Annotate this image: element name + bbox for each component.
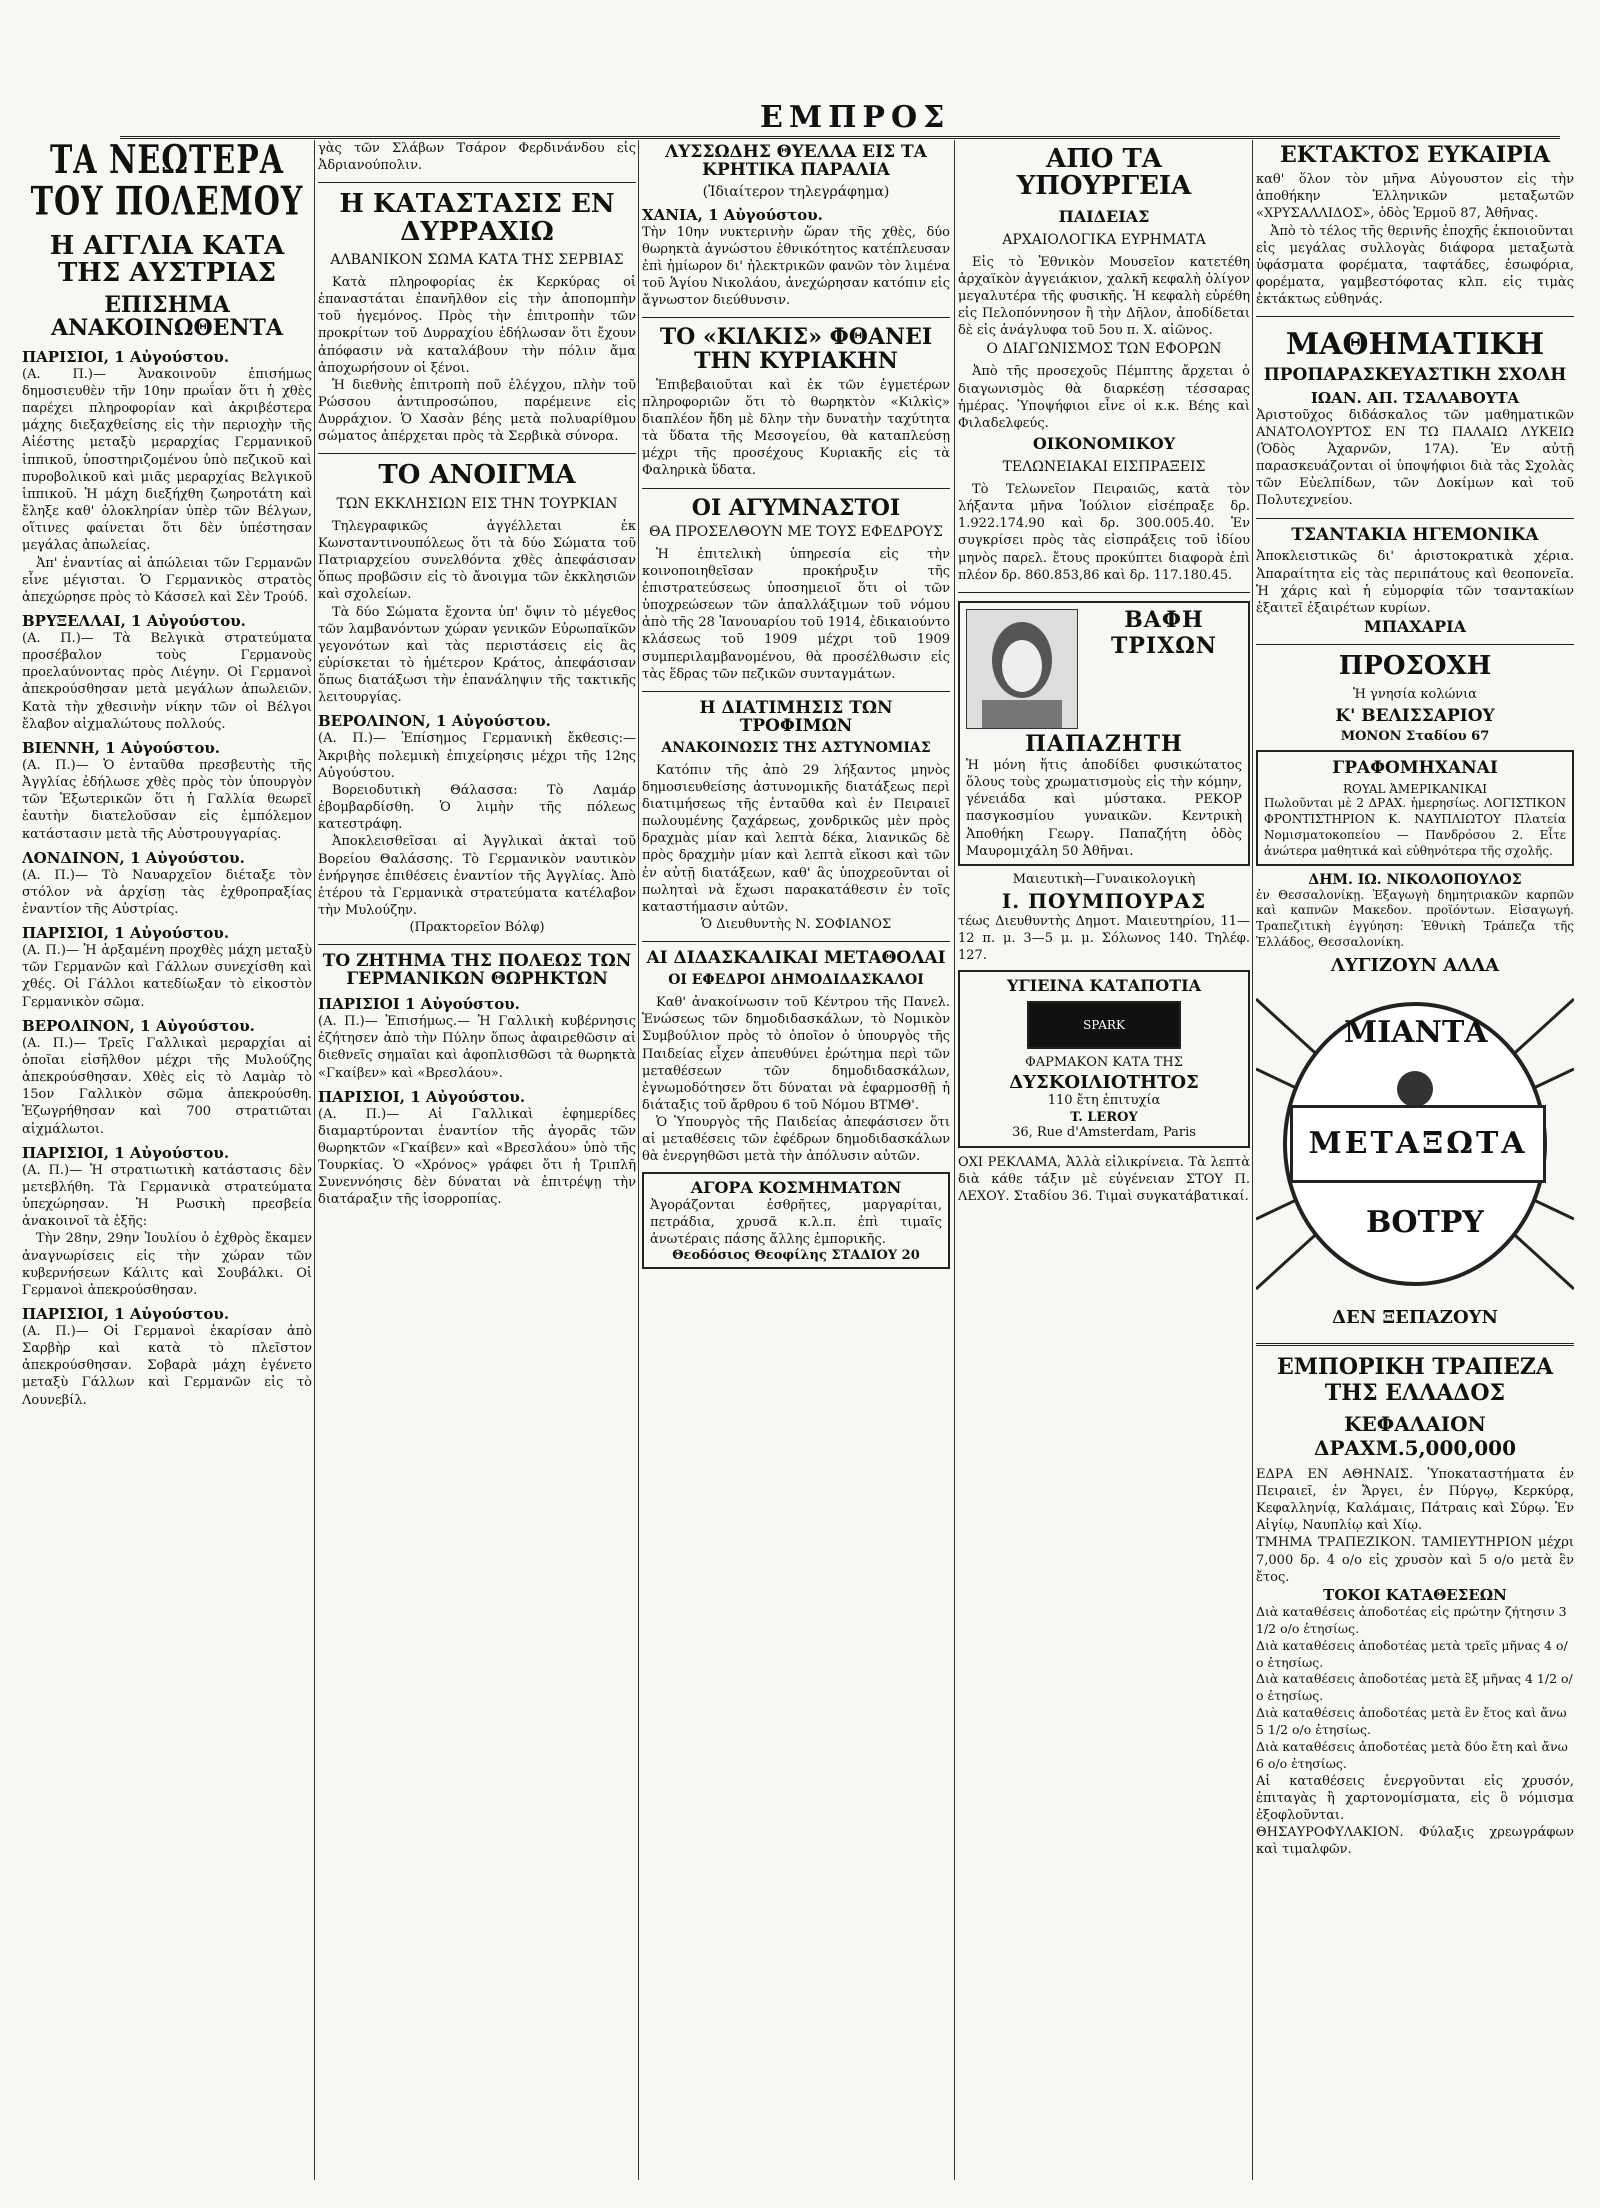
column-4: [958, 140, 1250, 2180]
dateline: ΛΟΝΔΙΝΟΝ, 1 Αὐγούστου.: [22, 848, 245, 867]
ad-word: ΒΟΤΡΥ: [1366, 1204, 1484, 1240]
dateline: ΒΙΕΝΝΗ, 1 Αὐγούστου.: [22, 738, 220, 757]
headline-bags: ΤΣΑΝΤΑΚΙΑ ΗΓΕΜΟΝΙΚΑ: [1291, 524, 1539, 545]
dateline: ΠΑΡΙΣΙΟΙ, 1 Αὐγούστου.: [22, 347, 230, 366]
article-text: (Α. Π.)— Τὰ Βελγικὰ στρατεύματα προσέβαλον τοὺς Γερμανοὺς προελαύνοντας πρὸς Λιέγην. Οἱ Γερμανοὶ ἀπεκρούσθησαν μετὰ μεγάλων ἀπωλειῶν. Κατὰ τὴν χθεσινὴν νίκην τῶν οἱ Βέλγοι ἔλαβον αἰχμαλώτους πολλούς.: [22, 630, 312, 732]
dateline: ΧΑΝΙΑ, 1 Αὐγούστου.: [642, 205, 823, 224]
portrait-illustration: [966, 609, 1078, 729]
divider: [1256, 316, 1574, 317]
article-text: Εἰς τὸ Ἐθνικὸν Μουσεῖον κατετέθη ἀρχαϊκὸν ἀγγειάκιον, χαλκῆ κεφαλὴ ὀλίγον μεγαλυτέρα τῆς φυσικῆς. Ἡ κεφαλὴ εὑρέθη εἰς Πελοπόννησον ἢ τὴν Δῆλον, ἀποδίδεται δὲ εἰς ἀνάγλυφα τοῦ 5ου π. Χ. αἰῶνος.: [958, 254, 1250, 339]
headline-kilkis: ΤΟ «ΚΙΛΚΙΣ» ΦΘΑΝΕΙ ΤΗΝ ΚΥΡΙΑΚΗΝ: [659, 324, 933, 374]
list-item: Διὰ καταθέσεις ἀποδοτέας μετὰ ἓξ μῆνας 4 1/2 ο/ο ἐτησίως.: [1256, 1671, 1573, 1704]
article-text: Κατόπιν τῆς ἀπὸ 29 λήξαντος μηνὸς δημοσιευθείσης ἀστυνομικῆς διατάξεως περὶ διατιμήσεως τῆς ἐνταῦθα καὶ ἐν Πειραιεῖ πωλουμένης ζαχάρεως, χονδρικῶς μὲν πρὸς δραχμὰς μίαν καὶ λεπτὰ δέκα, λιανικῶς δὲ πρὸς δραχμὴν μίαν καὶ λεπτὰ εἴκοσι καὶ τῶν ἐν αὐτῇ διατάξεων, καθ' ἃς ὑποχρεοῦνται οἱ πωληταὶ νὰ ἔχωσι παρακατάθεσιν ἐν τοῖς καταστήμασιν αὐτῶν.: [642, 762, 950, 915]
ad-title: ΒΑΦΗ ΤΡΙΧΩΝ ΠΑΠΑΖΗΤΗ: [1025, 606, 1217, 757]
column-2: [318, 140, 636, 2180]
dateline: ΠΑΡΙΣΙΟΙ 1 Αὐγούστου.: [318, 995, 520, 1014]
list-item: Διὰ καταθέσεις ἀποδοτέας μετὰ δύο ἔτη καὶ ἄνω 6 ο/ο ἐτησίως.: [1256, 1738, 1568, 1771]
headline-teachers: ΑΙ ΔΙΔΑΣΚΑΛΙΚΑΙ ΜΕΤΑΘΟΛΑΙ: [646, 948, 946, 969]
ad-title: Κ' ΒΕΛΙΣΣΑΡΙΟΥ: [1335, 705, 1495, 726]
article-text: (Α. Π.)— Ἡ ἀρξαμένη προχθὲς μάχη μεταξὺ τῶν Γερμανῶν καὶ Γάλλων συνεχίσθη καὶ χθές. Οἱ Γάλλοι κατεδίωξαν τὸ εἰκοστὸν Γερμανικὸν σῶμα.: [22, 943, 312, 1010]
ad-text: ΟΧΙ ΡΕΚΛΑΜΑ, Ἀλλὰ εἰλικρίνεια. Τὰ λεπτὰ διὰ κάθε τάξιν μὲ εὐγένειαν ΣΤΟΥ Π. ΛΕΧΟΥ. Σταδίου 36. Τιμαὶ συγκατάβατικαί.: [958, 1154, 1250, 1205]
column-1: [22, 140, 312, 2180]
ad-text: Ἡ γνησία κολώνια: [1353, 687, 1477, 703]
headline-attention: ΠΡΟΣΟΧΗ: [1338, 651, 1492, 682]
ad-text: ἐν Θεσσαλονίκῃ. Ἐξαγωγὴ δημητριακῶν καρπῶν καὶ καπνῶν Μακεδον. προϊόντων. Εἰσαγωγή. Τραπεζιτικὴ ἐγγύηση: Ἐθνικὴ Τράπεζα τῆς Ἑλλάδος, Θεσσαλονίκη.: [1256, 887, 1574, 950]
bank-text: ΕΔΡΑ ΕΝ ΑΘΗΝΑΙΣ. Ὑποκαταστήματα ἐν Πειραιεῖ, ἐν Ἄργει, ἐν Πύργῳ, Κερκύρᾳ, Κεφαλληνίᾳ, Καλάμαις, Πάτραις καὶ Σύρῳ. Ἐν Αἰγίῳ, Ναυπλίῳ καὶ Χίῳ.: [1256, 1466, 1574, 1534]
ad-title: ΔΥΣΚΟΙΛΙΟΤΗΤΟΣ: [1009, 1072, 1199, 1094]
ad-text: ΜΠΑΧΑΡΙΑ: [1364, 617, 1466, 637]
hair-dye-ad: [958, 601, 1250, 866]
subheadline: ΠΑΙΔΕΙΑΣ: [1058, 206, 1150, 226]
article-text: (Α. Π.)— Ὁ ἐνταῦθα πρεσβευτὴς τῆς Ἀγγλίας ἐδήλωσε χθὲς πρὸς τὸν ὑπουργὸν τῶν Ἐξωτερικῶν ὅτι ἡ Γαλλία θεωρεῖ ἑαυτὴν διατελοῦσαν εἰς ἐμπόλεμον κατάστασιν μετὰ τῆς Αὐστρουγγαρίας.: [22, 757, 312, 842]
divider: [1256, 518, 1574, 519]
ad-text: ΦΑΡΜΑΚΟΝ ΚΑΤΑ ΤΗΣ: [1025, 1055, 1183, 1071]
headline-warships: ΤΟ ΖΗΤΗΜΑ ΤΗΣ ΠΟΛΕΩΣ ΤΩΝ ΓΕΡΜΑΝΙΚΩΝ ΘΩΡΗΚΤΩΝ: [322, 951, 632, 990]
bank-title: ΕΜΠΟΡΙΚΗ ΤΡΑΠΕΖΑ ΤΗΣ ΕΛΛΑΔΟΣ: [1276, 1353, 1554, 1406]
divider: [642, 488, 950, 489]
article-text: Ἡ διεθνὴς ἐπιτροπὴ ποῦ ἐλέγχου, πλὴν τοῦ Ρώσσου ἀντιπροσώπου, παρέμεινε εἰς Δυρράχιον. Ὁ Χασὰν βέης μετὰ πολυαρίθμου σώματος ἀπέρχεται πρὸς τὰ Σερβικὰ σύνορα.: [318, 377, 636, 445]
headline-durazzo: Η ΚΑΤΑΣΤΑΣΙΣ ΕΝ ΔΥΡΡΑΧΙΩ: [339, 189, 615, 247]
article-text: Τηλεγραφικῶς ἀγγέλλεται ἐκ Κωνσταντινουπόλεως ὅτι τὰ δύο Σώματα τοῦ Πατριαρχείου συνελθόντα χθὲς ἀπεφάσισαν ὅπως προβῶσιν εἰς τὸ ἄνοιγμα τῶν ἐκκλησιῶν καὶ σχολείων.: [318, 518, 636, 603]
article-text: Τὴν 10ην νυκτερινὴν ὥραν τῆς χθὲς, δύο θωρηκτὰ ἀγνώστου ἐθνικότητος κατέπλευσαν ἐπὶ ἡμίωρον δι' ἠλεκτρικῶν φανῶν τὸν λιμένα τοῦ Ἁγίου Νικολάου, ἀνεχώρησαν κατόπιν εἰς ἄγνωστον διεύθυνσιν.: [642, 224, 950, 309]
subheadline: ΘΑ ΠΡΟΣΕΛΘΟΥΝ ΜΕ ΤΟΥΣ ΕΦΕΔΡΟΥΣ: [649, 523, 943, 540]
ad-text: ROYAL ἈΜΕΡΙΚΑΝΙΚΑΙ: [1342, 782, 1488, 797]
interest-rates-list: [1256, 1604, 1574, 1773]
pills-ad: [958, 970, 1250, 1148]
article-text: (Α. Π.)— Οἱ Γερμανοὶ ἐκαρίσαν ἀπὸ Σαρβὴρ καὶ κατὰ τὸ πλεῖστον ἀπεκρούσθησαν. Σοβαρὰ μάχη ἐγένετο μεταξὺ Γάλλων καὶ Γερμανῶν εἰς τὸ Λουνεβίλ.: [22, 1323, 312, 1408]
headline-war-news: ΤΑ ΝΕΩΤΕΡΑ ΤΟΥ ΠΟΛΕΜΟΥ: [30, 140, 304, 225]
signature: Ὁ Διευθυντὴς Ν. ΣΟΦΙΑΝΟΣ: [700, 917, 892, 933]
headline-ministries: ΑΠΟ ΤΑ ΥΠΟΥΡΓΕΙΑ: [1016, 144, 1192, 202]
headline-opening: ΤΟ ΑΝΟΙΓΜΑ: [378, 460, 576, 491]
divider: [642, 317, 950, 318]
subheadline: ΑΡΧΑΙΟΛΟΓΙΚΑ ΕΥΡΗΜΑΤΑ: [1002, 231, 1206, 248]
bank-text: ΤΜΗΜΑ ΤΡΑΠΕΖΙΚΟΝ. ΤΑΜΙΕΥΤΗΡΙΟΝ μέχρι 7,000 δρ. 4 ο/ο εἰς χρυσὸν καὶ 5 ο/ο μετὰ ἓν ἔτος.: [1256, 1535, 1574, 1585]
ad-title: ΥΓΙΕΙΝΑ ΚΑΤΑΠΟΤΙΑ: [1006, 976, 1202, 996]
ad-title: ΑΓΟΡΑ ΚΟΣΜΗΜΑΤΩΝ: [690, 1177, 902, 1197]
divider: [642, 941, 950, 942]
ad-footer: Θεοδόσιος Θεοφίλης ΣΤΑΔΙΟΥ 20: [672, 1248, 920, 1264]
article-text: Τὴν 28ην, 29ην Ἰουλίου ὁ ἐχθρὸς ἔκαμεν ἀναγνωρίσεις εἰς τὴν χώραν τῶν κυβερνήσεων Κάλιτς καὶ Σουβάλκι. Οἱ Γερμανοὶ ἀπεκρούσθησαν.: [22, 1231, 312, 1298]
bank-text: Αἱ καταθέσεις ἐνεργοῦνται εἰς χρυσόν, ἐπιταγὰς ἢ χαρτονομίσματα, εἰς ὃ νόμισμα ἐξοφλοῦνται.: [1256, 1773, 1574, 1824]
article-text: (Α. Π.)— Τρεῖς Γαλλικαὶ μεραρχίαι αἱ ὁποῖαι εἰσῆλθον μέχρι τῆς Μυλούζης ἀπεκρούσθησαν. Χθὲς εἰς τὸ Λαμὰρ τὸ 15ον Γαλλικὸν σῶμα ἀπεκρούσθη. Ἐζωγρήθησαν καὶ 700 στρατιῶται αἰχμάλωτοι.: [22, 1035, 312, 1137]
headline-opportunity: ΕΚΤΑΚΤΟΣ ΕΥΚΑΙΡΙΑ: [1279, 142, 1551, 168]
headline-storm: ΛΥΣΣΩΔΗΣ ΘΥΕΛΛΑ ΕΙΣ ΤΑ ΚΡΗΤΙΚΑ ΠΑΡΑΛΙΑ: [665, 142, 927, 180]
subheadline: Ο ΔΙΑΓΩΝΙΣΜΟΣ ΤΩΝ ΕΦΟΡΩΝ: [986, 341, 1222, 358]
ad-text: Ἀποκλειστικῶς δι' ἀριστοκρατικὰ χέρια. Ἀπαραίτητα εἰς τὰς περιπάτους καὶ θεοπονεῖα. Ἡ χάρις καὶ ἡ εὐμορφία τῶν τσαντακίων ἐξαιτεῖ ἐξαιρέτων κυρίων.: [1256, 549, 1574, 616]
dateline: ΠΑΡΙΣΙΟΙ, 1 Αὐγούστου.: [22, 1143, 230, 1162]
article-text: Ἀπὸ τῆς προσεχοῦς Πέμπτης ἄρχεται ὁ διαγωνισμὸς θὰ διαρκέσῃ τέσσαρας ἡμέρας. Ὑποψήφιοι εἶνε οἱ κ.κ. Βέης καὶ Φιλαδελφεύς.: [958, 364, 1250, 431]
ad-subtitle: Μαιευτικὴ—Γυναικολογικὴ: [1012, 871, 1196, 887]
subheadline: ΟΙΚΟΝΟΜΙΚΟΥ: [1032, 434, 1176, 453]
newspaper-title: ΕΜΠΡΟΣ: [760, 100, 951, 135]
article-text: Ἐπιβεβαιοῦται καὶ ἐκ τῶν ἐγμετέρων πληροφοριῶν ὅτι τὸ θωρηκτὸν «Κιλκὶς» διαπλέον ἤδη μὲ δλην τὴν δυνατὴν ταχύτητα τὰ ὕδατα τῆς Μεσογείου, θὰ καταπλεύσῃ μέχρι τῆς προσέχους Κυριακῆς εἰς τὰ Φαληρικὰ ὕδατα.: [642, 377, 950, 479]
divider: [318, 182, 636, 183]
article-text: (Α. Π.)— Ἐπισήμως.— Ἡ Γαλλικὴ κυβέρνησις ἐζήτησεν ἀπὸ τὴν Πύλην ὅπως ἀφαιρεθῶσιν αἱ διεθνεῖς σημαῖαι καὶ ἀφοπλισθῶσι τὰ θωρηκτὰ «Γκαίβεν» καὶ «Βρεσλάου».: [318, 1014, 636, 1081]
bank-capital: ΚΕΦΑΛΑΙΟΝ ΔΡΑΧΜ.5,000,000: [1313, 1411, 1517, 1460]
subheadline: ΠΡΟΠΑΡΑΣΚΕΥΑΣΤΙΚΗ ΣΧΟΛΗ: [1263, 364, 1567, 385]
article-text: Ἀποκλεισθεῖσαι αἱ Ἀγγλικαὶ ἀκταὶ τοῦ Βορείου Θαλάσσης. Τὸ Γερμανικὸν ναυτικὸν ἐνήργησε ἐπιθέσεις ἐναντίον τῆς Ἀγγλίας. Ἀπὸ ἑτέρου τὰ Γερμανικὰ στρατεύματα κατέλαβον τὴν Μυλούζην.: [318, 834, 636, 919]
ad-title: ΔΗΜ. ΙΩ. ΝΙΚΟΛΟΠΟΥΛΟΣ: [1308, 871, 1522, 888]
dateline: ΒΡΥΞΕΛΛΑΙ, 1 Αὐγούστου.: [22, 611, 246, 630]
ad-word: ΜΙΑΝΤΑ: [1344, 1014, 1488, 1050]
ad-text: T. LEROY: [1070, 1110, 1138, 1126]
article-text: (Α. Π.)— Ἡ στρατιωτικὴ κατάστασις δὲν μετεβλήθη. Τὰ Γερμανικὰ στρατεύματα ὑπεχώρησαν. Ἡ Ρωσικὴ πρεσβεία ἀνακοινοῖ τὰ ἑξῆς:: [22, 1162, 312, 1230]
dateline: ΠΑΡΙΣΙΟΙ, 1 Αὐγούστου.: [22, 1304, 230, 1323]
article-text: Τὰ δύο Σώματα ἔχοντα ὑπ' ὄψιν τὸ μέγεθος τῶν λαμβανόντων χώραν γενικῶν Εὐρωπαϊκῶν γεγονότων καὶ τὰς περιστάσεις εἰς ἃς εὑρίσκεται τὸ ἡμέτερον Κράτος, ἀπεφάσισαν ὅπως διατάξωσι τὴν ἐπανάληψιν τῆς τακτικῆς λειτουργίας.: [318, 604, 636, 706]
divider: [642, 691, 950, 692]
ad-text: Ἀπὸ τὸ τέλος τῆς θερινῆς ἐποχῆς ἐκποιοῦνται εἰς μεγάλας συλλογὰς διάφορα μεταξωτὰ ὑφάσματα φορέματα, ταφτάδες, ἐσωφόρια, φορέματα, γαμβεστόφοτας κλπ. εἰς τιμὰς ἐκτάκτως εὐθηνάς.: [1256, 223, 1574, 308]
agency-note: (Πρακτορεῖον Βόλφ): [409, 920, 545, 936]
article-text: γὰς τῶν Σλάβων Τσάρον Φερδινάνδου εἰς Ἀδριανούπολιν.: [318, 141, 636, 174]
article-text: Καθ' ἀνακοίνωσιν τοῦ Κέντρου τῆς Πανελ. Ἑνώσεως τῶν δημοδιδασκάλων, τὸ Νομικὸν Συμβούλιον πρὸς τὸ ὁποῖον ὁ ὑπουργὸς τῆς Παιδείας εἶχεν ἀπευθύνει ἐρώτημα περὶ τῶν μεταθέσεων τῶν δημοδιδασκάλων, ἐγνωμοδότησεν ὅτι δύναται νὰ ἐφαρμοσθῇ ἡ διάταξις τοῦ ἄρθρου 6 τοῦ Νόμου ΒΤΜΘ'.: [642, 995, 950, 1113]
headline-untrained: ΟΙ ΑΓΥΜΝΑΣΤΟΙ: [691, 494, 901, 521]
article-text: Βορειοδυτικὴ Θάλασσα: Τὸ Λαμάρ ἐβομβαρδίσθη. Ὁ λιμὴν τῆς πόλεως κατεστράφη.: [318, 782, 636, 833]
divider: [318, 453, 636, 454]
subheadline: ΑΝΑΚΟΙΝΩΣΙΣ ΤΗΣ ΑΣΤΥΝΟΜΙΑΣ: [661, 739, 931, 756]
subhead-official: ΕΠΙΣΗΜΑ ΑΝΑΚΟΙΝΩΘΕΝΤΑ: [51, 291, 283, 341]
subheadline: ΑΛΒΑΝΙΚΟΝ ΣΩΜΑ ΚΑΤΑ ΤΗΣ ΣΕΡΒΙΑΣ: [330, 251, 624, 268]
article-text: (Α. Π.)— Ἀνακοινοῦν ἐπισήμως δημοσιευθὲν τῆν 10ην πρωΐαν ὅτι ἡ χθὲς παρέχει πληροφορίαν καὶ ἀκριβέστερα μάχης διεξαχθείσης εἰς τὴν περιοχὴν τῆς Αἰέστης μεταξὺ μεραρχίας Γερμανικοῦ ἱππικοῦ, ὑποστηριζομένου ὑπὸ πεζικοῦ καὶ πυροβολικοῦ καὶ μιᾶς μεραρχίας Βελγικοῦ ἱππικοῦ. Ἡ μάχη διεξήχθη ζωηροτάτη καὶ ἔληξε καθ' ὁλοκληρίαν ὑπὲρ τῶν Βέλγων, οἵτινες φαίνεται ὅτι δὲν ὑπέστησαν μεγάλας ἀπωλείας.: [22, 366, 312, 554]
article-text: Ἀπ' ἐναντίας αἱ ἀπώλειαι τῶν Γερμανῶν εἶνε μέγισται. Ὁ Γερμανικὸς στρατὸς ἀπεχώρησε πρὸς τὸ Κάσσελ καὶ Σὲν Τρούδ.: [22, 555, 312, 605]
column-divider: [1252, 140, 1253, 2180]
typewriter-ad: [1256, 750, 1574, 865]
dateline: ΠΑΡΙΣΙΟΙ, 1 Αὐγούστου.: [318, 1087, 526, 1106]
subheadline: ΤΕΛΩΝΕΙΑΚΑΙ ΕΙΣΠΡΑΞΕΙΣ: [1002, 459, 1206, 475]
masthead: [120, 96, 1560, 139]
article-text: (Α. Π.)— Αἱ Γαλλικαὶ ἐφημερίδες διαμαρτύρονται ἐναντίον τῆς ἀγορᾶς τῶν θωρηκτῶν «Γκαίβεν» καὶ «Βρεσλάου» ὑπὸ τῆς Τουρκίας. Ὁ «Χρόνος» γράφει ὅτι ἡ Τριπλῆ Συνεννόησις δὲν δύναται νὰ ἐπιτρέψῃ τὴν διατάραξιν τῆς ἰσορροπίας.: [318, 1106, 636, 1208]
divider: [1256, 1343, 1574, 1346]
subheadline: (Ἰδιαίτερον τηλεγράφημα): [702, 183, 890, 200]
column-5: [1256, 140, 1574, 2180]
ad-banner: ΜΕΤΑΞΩΤΑ: [1290, 1105, 1546, 1183]
dateline: ΒΕΡΟΛΙΝΟΝ, 1 Αὐγούστου.: [22, 1016, 255, 1035]
article-text: (Α. Π.)— Ἐπίσημος Γερμανικὴ ἔκθεσις:— Ἀκριβὴς πολεμικὴ ἐπιχείρησις μέχρι τῆς 12ης Αὐγούστου.: [318, 731, 636, 781]
dateline: ΒΕΡΟΛΙΝΟΝ, 1 Αὐγούστου.: [318, 712, 551, 731]
ad-text: Ἀριστοῦχος διδάσκαλος τῶν μαθηματικῶν ΑΝΑΤΟΛΟΥΡΤΟΣ ΕΝ ΤΩ ΠΑΛΑΙΩ ΛΥΚΕΙΩ (Ὁδὸς Ἀχαρνῶν, 17Α). Ἐν αὐτῇ παρασκευάζονται οἱ ὑποψήφιοι διὰ τὰς Σχολὰς τῶν Εὐελπίδων, τῶν Δοκίμων καὶ τοῦ Πολυτεχνείου.: [1256, 407, 1574, 509]
jewelry-ad: [642, 1172, 950, 1269]
column-3: [642, 140, 950, 2180]
ad-text: Πωλοῦνται μὲ 2 ΔΡΑΧ. ἡμερησίως. ΛΟΓΙΣΤΙΚΟΝ ΦΡΟΝΤΙΣΤΗΡΙΟΝ Κ. ΝΑΥΠΛΙΩΤΟΥ Πλατεία Νομισματοκοπείου — Πανδρόσου 2. Εἶτε ἀνώτερα μαθητικά καὶ εὐθηνότερα τῆς σχολῆς.: [1264, 796, 1566, 858]
headline-england-austria: Η ΑΓΓΛΙΑ ΚΑΤΑ ΤΗΣ ΑΥΣΤΡΙΑΣ: [49, 231, 285, 289]
ad-text: Ἡ μόνη ἥτις ἀποδίδει φυσικώτατος ὅλους τοὺς χρωματισμοὺς εἰς τὴν κόμην, γένειάδα καὶ μύστακα. ΡΕΚΟΡ πασγκοσμίου γυναικῶν. Κεντρικὴ Ἀποθήκη Γεωργ. Παπαζήτη ὁδὸς Μαυρομιχάλη 50 Ἀθῆναι.: [966, 757, 1242, 859]
divider: [1256, 644, 1574, 645]
headline-food-prices: Η ΔΙΑΤΙΜΗΣΙΣ ΤΩΝ ΤΡΟΦΙΜΩΝ: [699, 697, 893, 736]
subheadline: ΙΩΑΝ. ΑΠ. ΤΣΑΛΑΒΟΥΤΑ: [1310, 388, 1520, 407]
ad-text: 36, Rue d'Amsterdam, Paris: [1012, 1125, 1196, 1141]
ad-footer: ΔΕΝ ΞΕΠΑΖΟΥΝ: [1332, 1306, 1498, 1328]
ad-title: ΛΥΓΙΖΟΥΝ ΑΛΛΑ: [1330, 954, 1500, 976]
article-text: Ὁ Ὑπουργὸς τῆς Παιδείας ἀπεφάσισεν ὅτι αἱ μεταθέσεις τῶν ἐφέδρων δημοδιδασκάλων θὰ ἐνεργηθῶσι μετὰ τὴν ἀπόλυσιν αὐτῶν.: [642, 1115, 950, 1165]
article-text: (Α. Π.)— Τὸ Ναυαρχεῖον διέταξε τὸν στόλον νὰ ἀρχίσῃ τὰς ἐχθροπραξίας ἐναντίον τῆς Αὐστρίας.: [22, 867, 312, 917]
bank-text: ΘΗΣΑΥΡΟΦΥΛΑΚΙΟΝ. Φύλαξις χρεωγράφων καὶ τιμαλφῶν.: [1256, 1825, 1574, 1858]
dateline: ΠΑΡΙΣΙΟΙ, 1 Αὐγούστου.: [22, 924, 230, 943]
subheadline: ΟΙ ΕΦΕΔΡΟΙ ΔΗΜΟΔΙΔΑΣΚΑΛΟΙ: [668, 972, 924, 989]
article-text: Ἡ ἐπιτελικὴ ὑπηρεσία εἰς τὴν κοινοποιηθεῖσαν προκήρυξιν τῆς ἐπιστρατεύσεως ὑποσημειοῖ ὅτι οἱ τῶν ὑποχρεώσεων τῶν ἀπαλλάξιμων τοῦ νόμου ἀπὸ τῆς 28 Ἰανουαρίου τοῦ 1914, ἐδικαιούντο κλάσεως τοῦ 1909 μέχρι τοῦ 1909 συμπεριλαμβανομένου, θὰ προσέλθωσιν εἰς τὰς ἕδρας τῶν πεζικῶν συνταγμάτων.: [642, 546, 950, 682]
subheadline: ΤΩΝ ΕΚΚΛΗΣΙΩΝ ΕΙΣ ΤΗΝ ΤΟΥΡΚΙΑΝ: [336, 495, 618, 512]
column-divider: [954, 140, 955, 2180]
list-item: Διὰ καταθέσεις ἀποδοτέας μετὰ τρεῖς μῆνας 4 ο/ο ἐτησίως.: [1256, 1637, 1568, 1670]
list-item: Διὰ καταθέσεις ἀποδοτέας εἰς πρώτην ζήτησιν 3 1/2 ο/ο ἐτησίως.: [1256, 1603, 1567, 1636]
ad-text: ΜΟΝΟΝ Σταδίου 67: [1340, 729, 1490, 745]
ad-title: Ι. ΠΟΥΜΠΟΥΡΑΣ: [1001, 888, 1207, 913]
article-text: Κατὰ πληροφορίας ἐκ Κερκύρας οἱ ἐπαναστάται ἐπανῆλθον εἰς τὴν ἀποπομπὴν τοῦ ἡγεμόνος. Πρὸς τὴν ἐπιτροπὴν τῶν προκρίτων τοῦ Δυρραχίου ἐδήλωσαν ὅτι ἔχουν ἀπόφασιν νὰ καταλάβουν τὴν πόλιν ἄμα ἀποχωρήσουν οἱ ξένοι.: [318, 274, 636, 376]
ad-text: 110 ἔτη ἐπιτυχία: [1047, 1093, 1161, 1109]
silk-ad-graphic: [1256, 955, 1574, 1335]
divider: [318, 944, 636, 945]
brand-banner: SPARK: [1027, 1001, 1181, 1049]
list-item: Διὰ καταθέσεις ἀποδοτέας μετὰ ἓν ἔτος καὶ ἄνω 5 1/2 ο/ο ἐτησίως.: [1256, 1705, 1567, 1738]
column-divider: [638, 140, 639, 2180]
column-divider: [314, 140, 315, 2180]
ad-text: καθ' ὅλον τὸν μῆνα Αὐγουστον εἰς τὴν ἀποθήκην Ἑλληνικῶν μεταξωτῶν «ΧΡΥΣΑΛΛΙΔΟΣ», ὁδὸς Ἑρμοῦ 87, Ἀθῆνας.: [1256, 172, 1574, 222]
headline-mathematics: ΜΑΘΗΜΑΤΙΚΗ: [1285, 327, 1545, 363]
article-text: Τὸ Τελωνεῖον Πειραιῶς, κατὰ τὸν λήξαντα μῆνα Ἰούλιον εἰσέπραξε δρ. 1.922.174.90 καὶ δρ. 300.005.40. Ἐν συγκρίσει πρὸς τὰς εἰσπράξεις τοῦ ἰδίου μηνὸς παρελ. ἔτους προκύπτει διαφορὰ ἐπὶ πλέον δρ. 860.853,86 καὶ δρ. 117.180.45.: [958, 482, 1250, 583]
ad-text: Ἀγοράζονται ἐσθρῆτες, μαργαρίται, πετράδια, χρυσᾶ κ.λ.π. ἐπὶ τιμαῖς ἀνωτέραις πάσης ἄλλης ἐμπορικῆς.: [650, 1197, 942, 1247]
bank-subtitle: ΤΟΚΟΙ ΚΑΤΑΘΕΣΕΩΝ: [1323, 1585, 1507, 1604]
divider: [958, 592, 1250, 593]
ad-text: τέως Διευθυντὴς Δημοτ. Μαιευτηρίου, 11—12 π. μ. 3—5 μ. μ. Σόλωνος 140. Τηλέφ. 127.: [958, 913, 1250, 964]
ad-title: ΓΡΑΦΟΜΗΧΑΝΑΙ: [1332, 758, 1498, 779]
